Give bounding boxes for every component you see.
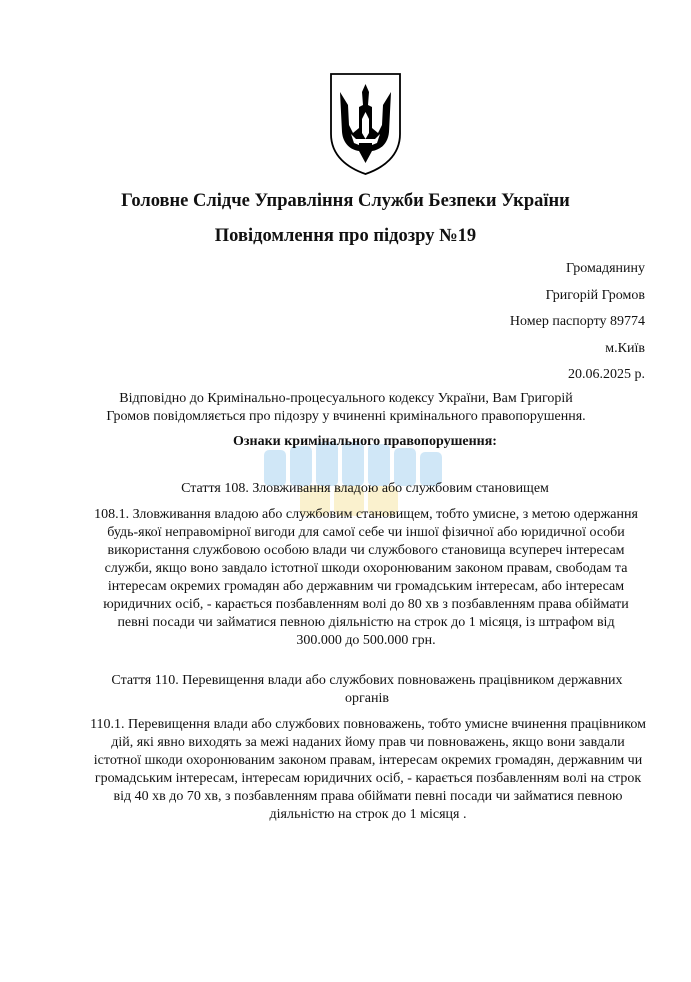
document-date: 20.06.2025 р.: [568, 367, 645, 382]
article-110-title: Стаття 110. Перевищення влади або службових повноважень працівником державних органів: [111, 673, 623, 706]
article-108-title: Стаття 108. Зловживання владою або службовим становищем: [181, 481, 549, 496]
addressee-name: Григорій Громов: [545, 287, 645, 303]
signs-heading: Ознаки кримінального правопорушення:: [233, 434, 497, 449]
notice-title: Повідомлення про підозру №19: [214, 226, 477, 246]
trident-coat-of-arms-icon: [329, 72, 402, 176]
intro-paragraph: Відповідно до Кримінально-процесуального кодексу України, Вам Григорій Громов повідомляється про підозру у вчиненні кримінального правопорушення.: [106, 391, 586, 424]
addressee-block: [385, 256, 645, 389]
city: м.Київ: [605, 340, 645, 356]
addressee-salutation: Громадянину: [566, 261, 645, 276]
article-110-text: 110.1. Перевищення влади або службових повноважень, тобто умисне вчинення працівником дій, які явно виходять за межі наданих йому прав чи повноважень, якщо вони завдали істотної шкоди охоронюваним законом правам, інтересам окремих громадян, державним чи громадським інтересам, інтересам юридичних осіб, - карається позбавленням волі на строк від 40 хв до 70 хв, з позбавленням права обіймати певні посади чи займатися певною діяльністю на строк до 1 місяця .: [90, 717, 646, 822]
agency-title: Головне Слідче Управління Служби Безпеки України: [121, 191, 570, 211]
passport-number: Номер паспорту 89774: [509, 314, 645, 329]
article-108-text: 108.1. Зловживання владою або службовим становищем, тобто умисне, з метою одержання будь-якої неправомірної вигоди для самої себе чи іншої фізичної або юридичної особи використання службовою особою влади чи службового становища всупереч інтересам служби, якщо воно завдало істотної шкоди охоронюваним законом правам, свободам та інтересам окремих громадян або державним чи громадським інтересам, або інтересам юридичних осіб, - карається позбавленням волі до 80 хв з позбавленням права обіймати певні посади чи займатися певною діяльністю на строк до 1 місяця, із штрафом від 300.000 до 500.000 грн.: [94, 507, 638, 648]
